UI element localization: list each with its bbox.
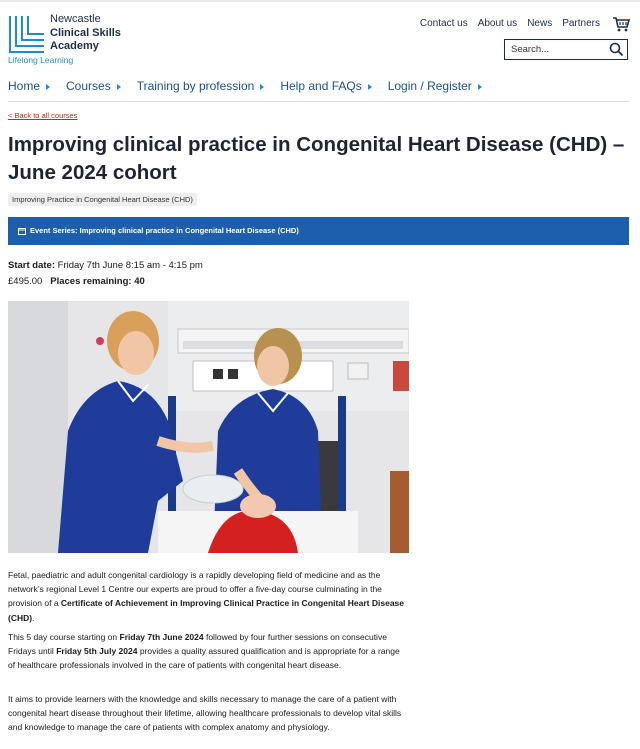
- utility-nav: [420, 18, 600, 29]
- nav-label: Help and FAQs: [280, 79, 362, 93]
- main-nav: [8, 79, 498, 93]
- search-box: [504, 39, 628, 60]
- caret-right-icon: [46, 84, 50, 90]
- news-link[interactable]: News: [527, 18, 553, 29]
- logo-line-3: Academy: [50, 40, 99, 52]
- places-value: 40: [134, 276, 145, 287]
- nav-login-register[interactable]: [388, 79, 482, 93]
- caret-right-icon: [478, 84, 482, 90]
- start-date: [8, 260, 203, 271]
- description-text: This 5 day course starting on: [8, 632, 120, 642]
- category-tag[interactable]: Improving Practice in Congenital Heart Disease (CHD): [8, 193, 197, 206]
- back-to-courses-link[interactable]: < Back to all courses: [8, 111, 78, 120]
- caret-right-icon: [117, 84, 121, 90]
- event-series-link[interactable]: Event Series: Improving clinical practice in Congenital Heart Disease (CHD): [30, 226, 299, 235]
- end-date-bold: Friday 5th July 2024: [56, 646, 138, 657]
- nav-help-faqs[interactable]: [280, 79, 371, 93]
- nav-label: Login / Register: [387, 79, 472, 93]
- event-series-bar: [8, 217, 629, 245]
- start-date-value: Friday 7th June 8:15 am - 4:15 pm: [57, 260, 203, 271]
- description-paragraph-1: [8, 568, 406, 625]
- places-label: Places remaining:: [50, 276, 132, 287]
- price-and-places: [8, 276, 145, 287]
- description-text: .: [32, 612, 35, 623]
- course-photo: [8, 301, 409, 553]
- nav-label: Courses: [66, 79, 111, 93]
- contact-us-link[interactable]: Contact us: [419, 18, 468, 29]
- description-text: provides a quality assured qualification and is appropriate for a range of healthcare professionals involved in the care of patients with congenital heart disease.: [8, 646, 400, 671]
- nav-divider: [8, 101, 629, 102]
- caret-right-icon: [368, 84, 372, 90]
- nav-courses[interactable]: [66, 79, 121, 93]
- nav-label: Training by profession: [136, 79, 255, 93]
- logo-subtitle: Lifelong Learning: [8, 55, 74, 65]
- description-paragraph-2: [8, 630, 406, 673]
- start-date-label: Start date:: [8, 260, 55, 271]
- start-date-bold: Friday 7th June 2024: [119, 632, 204, 642]
- nav-home[interactable]: [8, 79, 50, 93]
- logo-mark-icon: [8, 14, 46, 54]
- price: £495.00: [8, 276, 43, 287]
- logo-line-2: Clinical Skills: [50, 26, 121, 39]
- basket-icon[interactable]: [612, 16, 630, 32]
- description-text: Fetal, paediatric and adult congenital cardiology is a rapidly developing field of medicine and as the network’s regional Level 1 Centre our experts are proud to offer a five-day course culminating in the provision of a: [8, 570, 382, 609]
- logo-line-1: Newcastle: [50, 13, 101, 25]
- top-border: [0, 0, 640, 2]
- logo-wordmark: [50, 13, 121, 54]
- caret-right-icon: [260, 84, 264, 90]
- partners-link[interactable]: Partners: [562, 18, 600, 29]
- nav-label: Home: [8, 79, 41, 93]
- description-paragraph-3: It aims to provide learners with the knowledge and skills necessary to manage the care of a patient with congenital heart disease throughout their lifetime, allowing healthcare professionals to develop vital skills and knowledge to manage the care of patients with complex anatomy and physiology.: [8, 694, 402, 733]
- certificate-name: Certificate of Achievement in Improving Clinical Practice in Congenital Heart Disease (CHD): [8, 598, 405, 623]
- nav-training-by-profession[interactable]: [137, 79, 265, 93]
- description-text: followed by four further sessions on consecutive Fridays until: [8, 632, 387, 657]
- calendar-icon: [18, 227, 26, 235]
- search-input[interactable]: [511, 42, 603, 57]
- search-icon[interactable]: [609, 42, 624, 57]
- page-title: Improving clinical practice in Congenital Heart Disease (CHD) – June 2024 cohort: [8, 133, 625, 184]
- about-us-link[interactable]: About us: [477, 18, 518, 29]
- site-logo[interactable]: [8, 12, 148, 68]
